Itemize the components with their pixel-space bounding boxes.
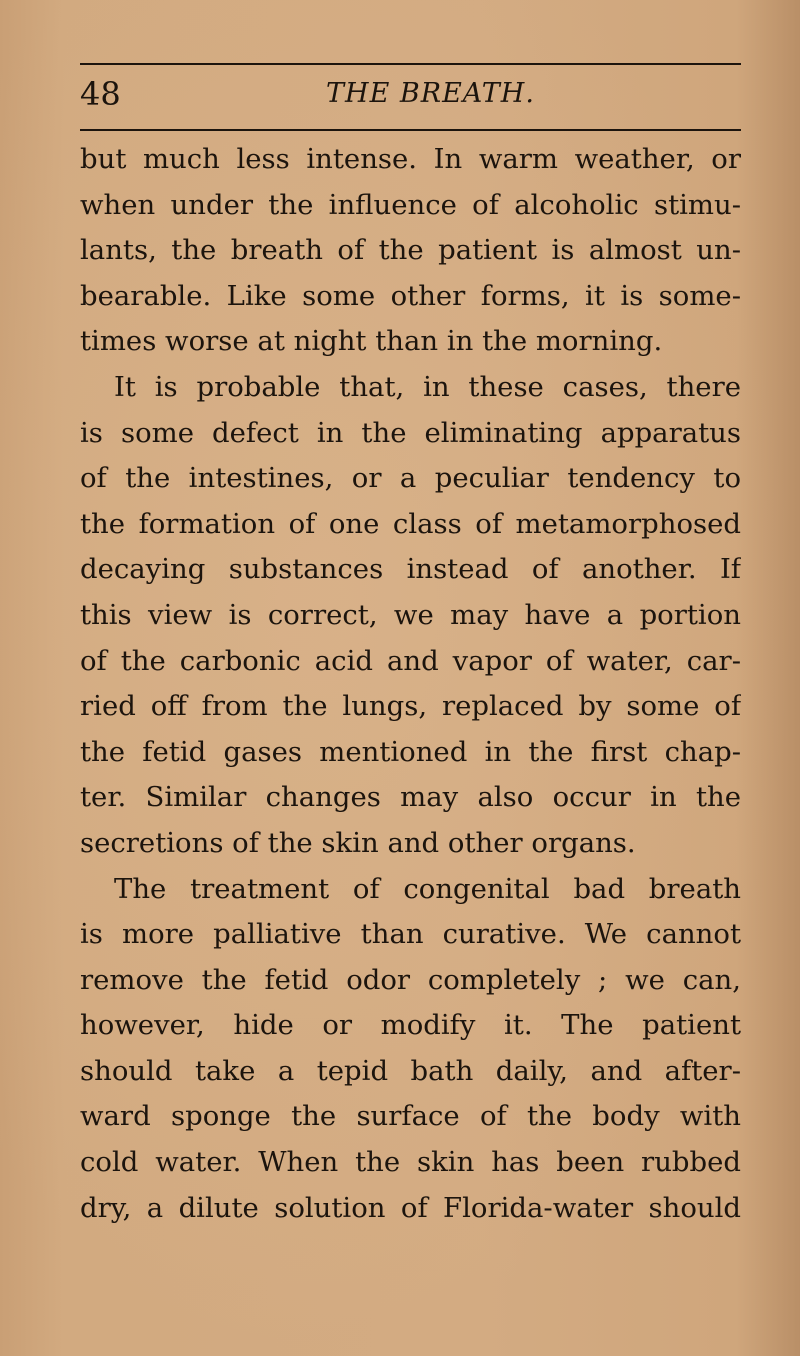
text-line: decaying substances instead of another. If xyxy=(80,553,741,586)
text-line: It is probable that, in these cases, there xyxy=(114,370,741,403)
text-line: ter. Similar changes may also occur in the xyxy=(80,781,741,814)
text-line: remove the fetid odor completely ; we can, xyxy=(80,963,741,996)
text-line: of the intestines, or a peculiar tendency to xyxy=(80,462,741,495)
text-line: when under the influence of alcoholic stimu- xyxy=(80,188,741,221)
text-line: The treatment of congenital bad breath xyxy=(114,872,741,905)
text-line: times worse at night than in the morning. xyxy=(80,325,663,358)
header-rule-top xyxy=(80,63,741,65)
text-line: ward sponge the surface of the body with xyxy=(80,1100,741,1133)
text-line: is some defect in the eliminating apparatus xyxy=(80,416,741,449)
page-number: 48 xyxy=(80,75,121,113)
text-line: dry, a dilute solution of Florida-water should xyxy=(80,1191,741,1224)
text-line: ried off from the lungs, replaced by some of xyxy=(80,690,741,723)
header-rule-bottom xyxy=(80,129,741,131)
text-line: secretions of the skin and other organs. xyxy=(80,826,636,859)
running-title: THE BREATH. xyxy=(326,78,535,109)
running-header xyxy=(80,74,741,114)
text-line: is more palliative than curative. We cannot xyxy=(80,918,741,951)
text-line: should take a tepid bath daily, and after- xyxy=(80,1054,741,1087)
text-line: however, hide or modify it. The patient xyxy=(80,1009,741,1042)
text-line: lants, the breath of the patient is almost un- xyxy=(80,234,741,267)
text-line: of the carbonic acid and vapor of water, car- xyxy=(80,644,741,677)
text-line: the fetid gases mentioned in the first chap- xyxy=(80,735,741,768)
body-text xyxy=(80,137,741,1231)
text-line: this view is correct, we may have a portion xyxy=(80,598,741,631)
text-line: the formation of one class of metamorphosed xyxy=(80,507,741,540)
text-line: but much less intense. In warm weather, or xyxy=(80,143,741,175)
text-line: cold water. When the skin has been rubbed xyxy=(80,1146,741,1179)
text-line: bearable. Like some other forms, it is some- xyxy=(80,279,741,312)
